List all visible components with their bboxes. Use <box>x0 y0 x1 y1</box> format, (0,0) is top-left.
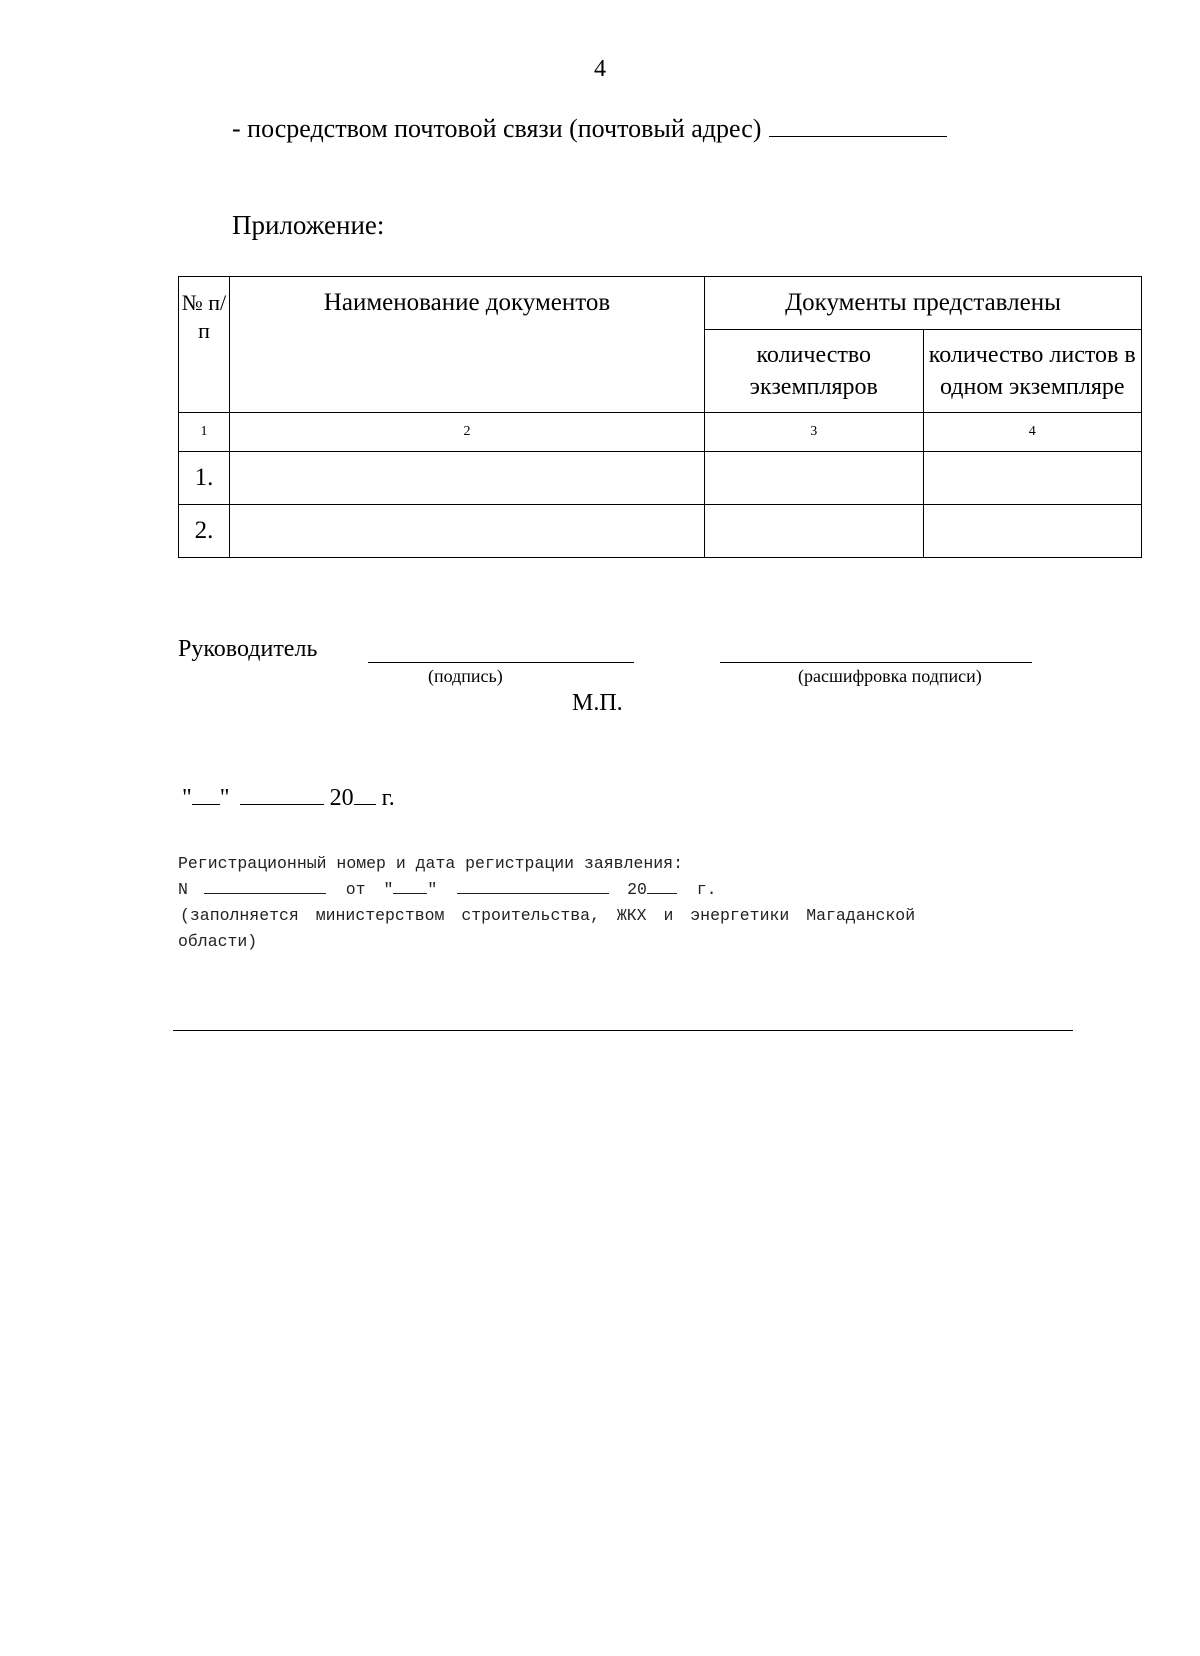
registration-month-blank[interactable] <box>457 879 609 894</box>
signature-decoding-line[interactable] <box>720 662 1032 663</box>
row-number: 2. <box>179 505 230 558</box>
registration-title: Регистрационный номер и дата регистрации заявления: <box>178 854 683 873</box>
registration-year-suffix: г. <box>696 880 717 899</box>
postal-address-line <box>232 114 947 144</box>
copies-cell[interactable] <box>705 505 924 558</box>
col-sheets-header: количество листов в одном экземпляре <box>923 330 1142 413</box>
col-copies-header: количество экземпляров <box>705 330 924 413</box>
page-number: 4 <box>594 56 606 82</box>
date-month-blank[interactable] <box>240 784 324 805</box>
registration-number-line <box>178 879 717 899</box>
registration-note-line-1: (заполняется министерством строительства, ЖКХ и энергетики Магаданской <box>180 906 916 925</box>
sheets-cell[interactable] <box>923 505 1142 558</box>
registration-number-label: N <box>178 880 188 899</box>
col-num-header: № п/п <box>179 277 230 413</box>
document-name-cell[interactable] <box>230 505 705 558</box>
column-index: 1 <box>179 413 230 452</box>
column-index: 4 <box>923 413 1142 452</box>
date-year-blank[interactable] <box>354 784 376 805</box>
date-open-quote: " <box>182 785 192 811</box>
date-day-blank[interactable] <box>192 784 220 805</box>
date-close-quote: " <box>219 785 230 811</box>
head-label: Руководитель <box>178 636 318 662</box>
documents-submitted-header: Документы представлены <box>705 277 1142 330</box>
registration-number-blank[interactable] <box>204 879 326 894</box>
documents-table <box>178 276 1142 558</box>
appendix-title: Приложение: <box>232 210 385 240</box>
table-row <box>179 452 1142 505</box>
registration-day-blank[interactable] <box>393 879 427 894</box>
row-number: 1. <box>179 452 230 505</box>
stamp-label: М.П. <box>572 690 623 716</box>
signature-caption: (подпись) <box>428 666 503 686</box>
registration-year-prefix: 20 <box>627 880 647 899</box>
registration-from-label: от <box>345 880 366 899</box>
col-name-header: Наименование документов <box>230 277 705 413</box>
postal-address-label: - посредством почтовой связи (почтовый адрес) <box>232 114 762 143</box>
registration-open-quote: " <box>383 880 394 899</box>
registration-note-line-2: области) <box>178 932 258 951</box>
column-index: 2 <box>230 413 705 452</box>
registration-close-quote: " <box>427 880 438 899</box>
sheets-cell[interactable] <box>923 452 1142 505</box>
date-year-prefix: 20 <box>329 785 354 811</box>
table-row <box>179 505 1142 558</box>
column-index-row <box>179 413 1142 452</box>
signature-decoding-caption: (расшифровка подписи) <box>798 666 982 686</box>
bottom-rule <box>173 1030 1073 1031</box>
date-year-suffix: г. <box>381 785 395 811</box>
copies-cell[interactable] <box>705 452 924 505</box>
registration-year-blank[interactable] <box>647 879 677 894</box>
postal-address-blank[interactable] <box>769 114 947 137</box>
signature-line[interactable] <box>368 662 634 663</box>
document-name-cell[interactable] <box>230 452 705 505</box>
column-index: 3 <box>705 413 924 452</box>
date-line <box>182 784 395 812</box>
